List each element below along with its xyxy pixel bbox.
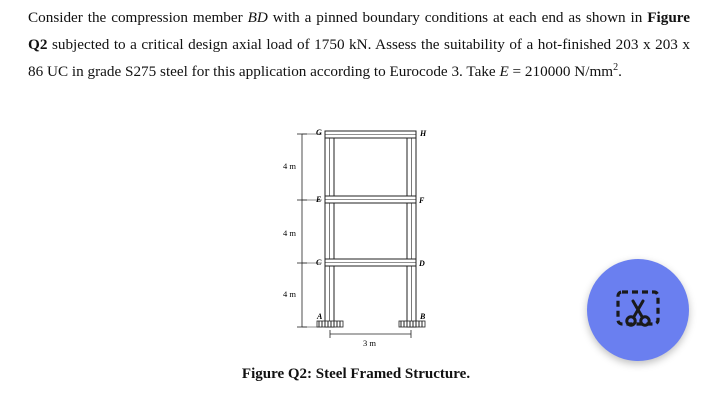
dim-lower-label: 4 m — [283, 289, 296, 299]
node-h: H — [420, 129, 427, 138]
question-text: Consider the compression member BD with a pinned boundary conditions at each end as shown in Figure Q2 subjected to a critical design axial load of 1750 kN. Assess the suitability of a hot-finished 203 x 203 x 86 UC in grade S275 steel for this application according to Eurocode 3. Take E = 210000 $N/mm^2$. — [28, 9, 691, 80]
node-f: F — [419, 196, 425, 205]
node-g: G — [316, 128, 322, 137]
support-a — [317, 321, 343, 327]
dim-width-label: 3 m — [363, 338, 376, 348]
figure-reference: Figure Q2 — [28, 9, 691, 53]
member-label: BD — [247, 9, 268, 26]
dim-middle-label: 4 m — [283, 228, 296, 238]
node-a: A — [317, 312, 323, 321]
node-e: E — [316, 195, 322, 204]
screenshot-scissors-icon — [612, 284, 664, 336]
frame-diagram — [270, 122, 450, 352]
dim-upper-label: 4 m — [283, 161, 296, 171]
frame-figure — [270, 122, 450, 357]
screenshot-button[interactable] — [587, 259, 689, 361]
node-c: C — [316, 258, 322, 267]
figure-caption: Figure Q2: Steel Framed Structure. — [241, 366, 471, 382]
modulus-symbol: E — [499, 63, 509, 80]
node-d: D — [419, 259, 425, 268]
support-b — [399, 321, 425, 327]
node-b: B — [420, 312, 426, 321]
